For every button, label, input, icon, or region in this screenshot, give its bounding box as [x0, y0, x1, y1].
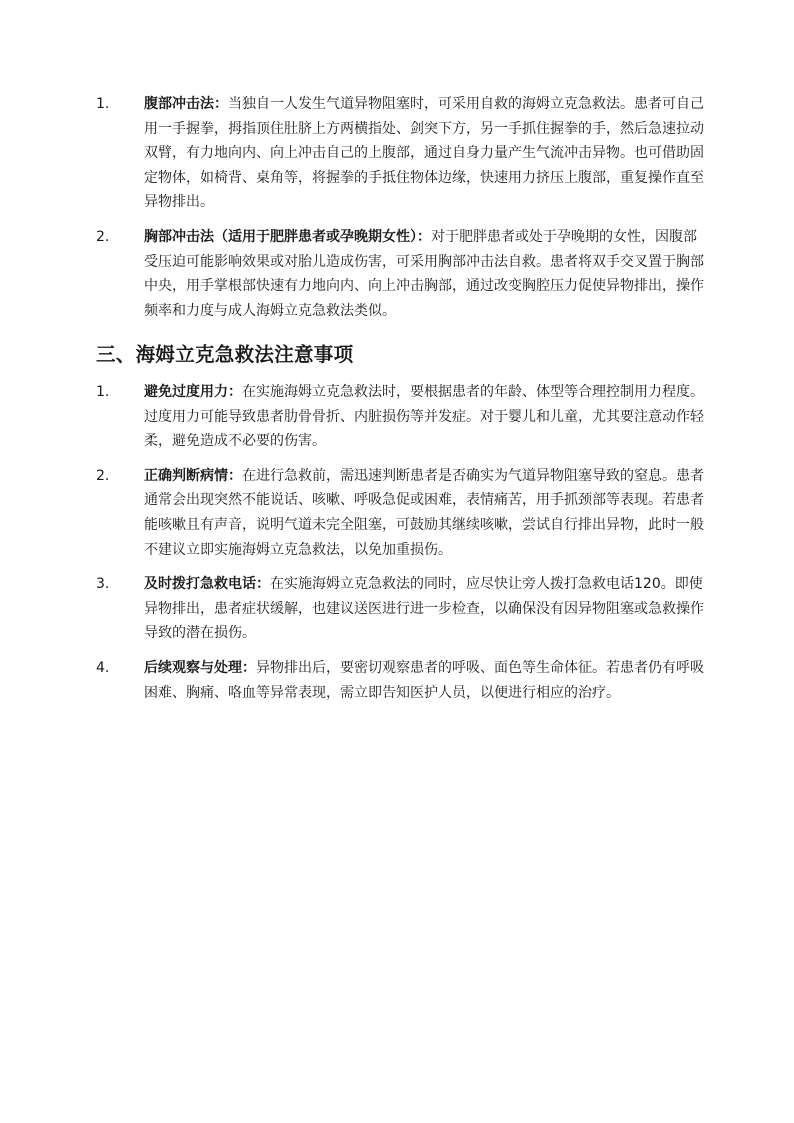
list-item-text: 在实施海姆立克急救法的同时，应尽快让旁人拨打急救电话120。即使异物排出，患者症状缓解，也建议送医进行进一步检查，以确保没有因异物阻塞或急救操作导致的潜在损伤。 [144, 576, 704, 642]
list-number: 1. [96, 384, 110, 400]
list-item-term: 后续观察与处理： [144, 659, 256, 676]
list-item-term: 及时拨打急救电话： [144, 576, 270, 593]
list-item [96, 464, 706, 562]
list-number: 2. [96, 228, 110, 245]
list-number: 4. [96, 659, 110, 676]
list-item-text: 异物排出后，要密切观察患者的呼吸、面色等生命体征。若患者仍有呼吸困难、胸痛、咯血等异常表现，需立即告知医护人员，以便进行相应的治疗。 [144, 659, 704, 701]
list-item-term: 胸部冲击法（适用于肥胖患者或孕晚期女性）： [144, 228, 431, 245]
list-item [96, 225, 706, 323]
self-rescue-method-list [96, 92, 706, 333]
list-number: 3. [96, 576, 110, 593]
list-item-term: 正确判断病情： [144, 467, 242, 484]
section-heading: 三、海姆立克急救法注意事项 [96, 343, 354, 366]
list-item [96, 656, 706, 705]
list-item [96, 380, 706, 454]
precautions-list [96, 380, 706, 715]
list-item-text: 在实施海姆立克急救法时，要根据患者的年龄、体型等合理控制用力程度。过度用力可能导致患者肋骨骨折、内脏损伤等并发症。对于婴儿和儿童，尤其要注意动作轻柔，避免造成不必要的伤害。 [144, 384, 704, 450]
list-number: 1. [96, 96, 110, 112]
list-item-text: 当独自一人发生气道异物阻塞时，可采用自救的海姆立克急救法。患者可自己用一手握拳，拇指顶住肚脐上方两横指处、剑突下方，另一手抓住握拳的手，然后急速拉动双臂，有力地向内、向上冲击自己的上腹部，通过自身力量产生气流冲击异物。也可借助固定物体，如椅背、桌角等，将握拳的手抵住物体边缘，快速用力挤压上腹部，重复操作直至异物排出。 [144, 96, 704, 211]
list-item-term: 避免过度用力： [144, 384, 242, 400]
list-item-text: 在进行急救前，需迅速判断患者是否确实为气道异物阻塞导致的窒息。患者通常会出现突然不能说话、咳嗽、呼吸急促或困难，表情痛苦，用手抓颈部等表现。若患者能咳嗽且有声音，说明气道未完全阻塞，可鼓励其继续咳嗽，尝试自行排出异物，此时一般不建议立即实施海姆立克急救法，以免加重损伤。 [144, 467, 704, 558]
list-item-term: 腹部冲击法： [144, 96, 228, 112]
list-number: 2. [96, 467, 110, 484]
list-item [96, 92, 706, 215]
list-item-text: 对于肥胖患者或处于孕晚期的女性，因腹部受压迫可能影响效果或对胎儿造成伤害，可采用胸部冲击法自救。患者将双手交叉置于胸部中央，用手掌根部快速有力地向内、向上冲击胸部，通过改变胸腔压力促使异物排出，操作频率和力度与成人海姆立克急救法类似。 [144, 228, 704, 319]
list-item [96, 572, 706, 646]
